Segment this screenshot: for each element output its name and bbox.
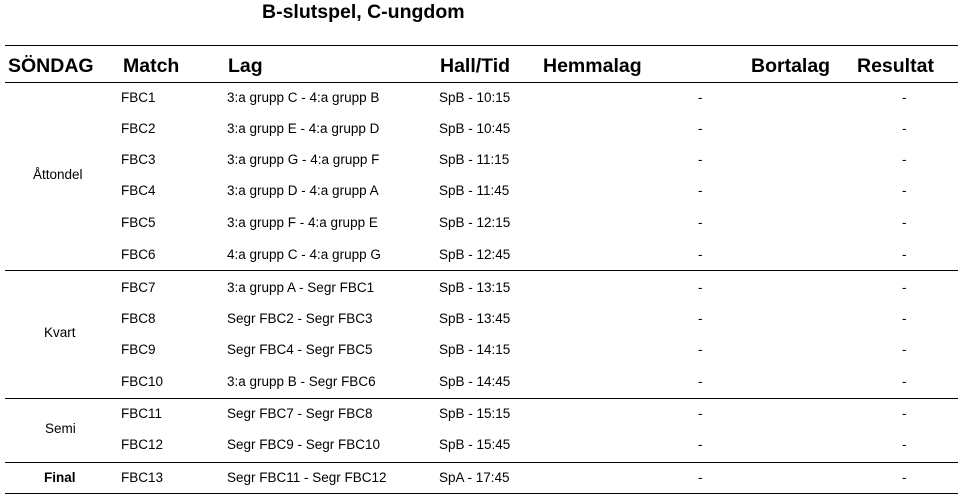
match-home-score: - <box>698 406 703 421</box>
table-row <box>0 245 960 265</box>
match-hall-time: SpA - 17:45 <box>439 470 510 485</box>
match-home-score: - <box>698 311 703 326</box>
match-away-score: - <box>902 90 907 105</box>
match-id: FBC10 <box>121 374 164 389</box>
match-teams: 3:a grupp F - 4:a grupp E <box>227 215 378 230</box>
header-lag: Lag <box>228 55 263 77</box>
match-home-score: - <box>698 90 703 105</box>
match-teams: 3:a grupp B - Segr FBC6 <box>227 374 376 389</box>
match-home-score: - <box>698 470 703 485</box>
match-away-score: - <box>902 311 907 326</box>
match-teams: 3:a grupp E - 4:a grupp D <box>227 121 380 136</box>
page-title: B-slutspel, C-ungdom <box>262 1 465 23</box>
match-hall-time: SpB - 13:45 <box>439 311 511 326</box>
header-bottom-divider <box>5 82 958 83</box>
match-id: FBC6 <box>121 247 156 262</box>
match-id: FBC4 <box>121 183 156 198</box>
round-label-final: Final <box>44 470 76 485</box>
match-teams: 3:a grupp A - Segr FBC1 <box>227 280 375 295</box>
match-id: FBC2 <box>121 121 156 136</box>
match-teams: Segr FBC2 - Segr FBC3 <box>227 311 373 326</box>
header-result: Resultat <box>857 55 934 77</box>
match-hall-time: SpB - 15:15 <box>439 406 511 421</box>
match-home-score: - <box>698 280 703 295</box>
match-id: FBC7 <box>121 280 156 295</box>
match-away-score: - <box>902 342 907 357</box>
match-hall-time: SpB - 11:45 <box>439 183 510 198</box>
match-teams: Segr FBC11 - Segr FBC12 <box>227 470 387 485</box>
group-divider-kvart-semi <box>5 398 958 399</box>
match-teams: Segr FBC9 - Segr FBC10 <box>227 437 381 452</box>
match-home-score: - <box>698 342 703 357</box>
header-away: Bortalag <box>751 55 831 77</box>
match-id: FBC5 <box>121 215 156 230</box>
match-home-score: - <box>698 183 703 198</box>
match-hall-time: SpB - 12:45 <box>439 247 511 262</box>
match-teams: Segr FBC4 - Segr FBC5 <box>227 342 373 357</box>
match-hall-time: SpB - 15:45 <box>439 437 511 452</box>
header-match: Match <box>123 55 180 77</box>
match-home-score: - <box>698 374 703 389</box>
match-id: FBC8 <box>121 311 156 326</box>
table-row <box>0 88 960 108</box>
match-home-score: - <box>698 215 703 230</box>
match-id: FBC3 <box>121 152 156 167</box>
match-hall-time: SpB - 13:15 <box>439 280 511 295</box>
match-away-score: - <box>902 280 907 295</box>
match-id: FBC13 <box>121 470 164 485</box>
match-teams: 4:a grupp C - 4:a grupp G <box>227 247 381 262</box>
match-hall-time: SpB - 14:45 <box>439 374 511 389</box>
match-id: FBC12 <box>121 437 164 452</box>
table-row <box>0 150 960 170</box>
match-hall-time: SpB - 14:15 <box>439 342 511 357</box>
match-home-score: - <box>698 152 703 167</box>
header-hall: Hall/Tid <box>440 55 511 77</box>
match-away-score: - <box>902 406 907 421</box>
match-away-score: - <box>902 470 907 485</box>
match-away-score: - <box>902 437 907 452</box>
match-hall-time: SpB - 11:15 <box>439 152 510 167</box>
group-divider-attondel-kvart <box>5 270 958 271</box>
table-bottom-divider <box>5 493 958 494</box>
match-home-score: - <box>698 121 703 136</box>
match-id: FBC1 <box>121 90 156 105</box>
match-away-score: - <box>902 121 907 136</box>
table-row <box>0 309 960 329</box>
match-away-score: - <box>902 374 907 389</box>
match-id: FBC9 <box>121 342 156 357</box>
table-row <box>0 181 960 201</box>
table-row <box>0 404 960 424</box>
header-day: SÖNDAG <box>8 55 94 77</box>
group-divider-semi-final <box>5 462 958 463</box>
match-home-score: - <box>698 437 703 452</box>
table-row <box>0 340 960 360</box>
header-top-divider <box>5 45 958 46</box>
table-row <box>0 372 960 392</box>
match-home-score: - <box>698 247 703 262</box>
table-row <box>0 468 960 488</box>
table-row <box>0 278 960 298</box>
match-away-score: - <box>902 215 907 230</box>
match-away-score: - <box>902 152 907 167</box>
table-row <box>0 435 960 455</box>
match-teams: 3:a grupp C - 4:a grupp B <box>227 90 380 105</box>
match-hall-time: SpB - 10:15 <box>439 90 511 105</box>
round-label-attondel: Åttondel <box>33 167 83 182</box>
match-teams: 3:a grupp D - 4:a grupp A <box>227 183 379 198</box>
table-row <box>0 119 960 139</box>
match-hall-time: SpB - 10:45 <box>439 121 511 136</box>
match-teams: Segr FBC7 - Segr FBC8 <box>227 406 373 421</box>
header-home: Hemmalag <box>543 55 642 77</box>
match-away-score: - <box>902 183 907 198</box>
round-label-semi: Semi <box>45 421 76 436</box>
match-id: FBC11 <box>121 406 163 421</box>
match-hall-time: SpB - 12:15 <box>439 215 511 230</box>
match-teams: 3:a grupp G - 4:a grupp F <box>227 152 380 167</box>
table-row <box>0 213 960 233</box>
match-away-score: - <box>902 247 907 262</box>
round-label-kvart: Kvart <box>44 325 76 340</box>
